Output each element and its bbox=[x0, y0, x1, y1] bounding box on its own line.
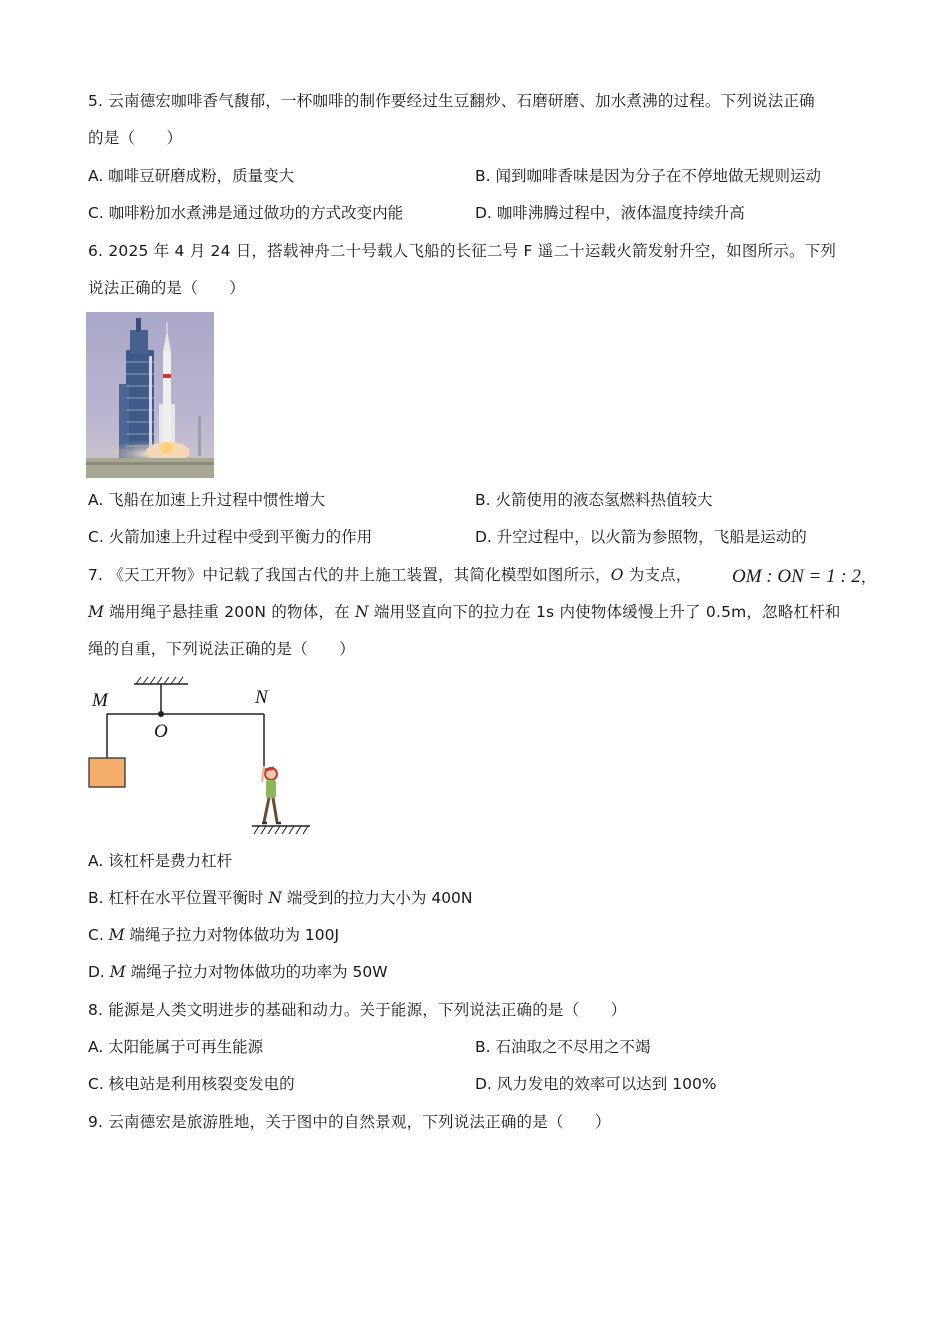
q8-option-b: B. 石油取之不尽用之不竭 bbox=[475, 1038, 651, 1056]
q7-option-b-post: 端受到的拉力大小为 400N bbox=[281, 889, 473, 907]
lever-diagram-svg bbox=[86, 674, 316, 840]
q7-stem-line1 bbox=[88, 565, 692, 585]
q7-stem-line2 bbox=[88, 602, 841, 622]
q7-option-b-pre: B. 杠杆在水平位置平衡时 bbox=[88, 889, 269, 907]
q7-ratio-formula bbox=[732, 566, 876, 588]
label-m: M bbox=[92, 690, 108, 711]
q5-option-c: C. 咖啡粉加水煮沸是通过做功的方式改变内能 bbox=[88, 204, 404, 222]
q7-m-symbol: M bbox=[88, 603, 105, 621]
q8-stem: 8. 能源是人类文明进步的基础和动力。关于能源，下列说法正确的是（ ） bbox=[88, 1001, 627, 1019]
q7-option-b-n: N bbox=[268, 889, 282, 907]
q6-stem-line1: 6. 2025 年 4 月 24 日，搭载神舟二十号载人飞船的长征二号 F 遥二十运载火箭发射升空，如图所示。下列 bbox=[88, 242, 837, 260]
q7-option-c bbox=[88, 925, 339, 945]
q5-option-d: D. 咖啡沸腾过程中，液体温度持续升高 bbox=[475, 204, 745, 222]
q6-option-d: D. 升空过程中，以火箭为参照物，飞船是运动的 bbox=[475, 528, 807, 546]
q7-stem-line3: 绳的自重，下列说法正确的是（ ） bbox=[88, 640, 355, 658]
q7-option-d-post: 端绳子拉力对物体做功的功率为 50W bbox=[125, 963, 388, 981]
q7-option-a: A. 该杠杆是费力杠杆 bbox=[88, 852, 233, 870]
q8-option-a: A. 太阳能属于可再生能源 bbox=[88, 1038, 264, 1056]
q7-option-c-pre: C. bbox=[88, 926, 109, 944]
q8-option-d: D. 风力发电的效率可以达到 100% bbox=[475, 1075, 717, 1093]
q7-stem-line1-text: 7. 《天工开物》中记载了我国古代的井上施工装置，其简化模型如图所示， bbox=[88, 566, 611, 584]
q5-stem-line2: 的是（ ） bbox=[88, 129, 183, 147]
q7-n-symbol: N bbox=[354, 603, 369, 621]
hanging-block bbox=[89, 758, 125, 787]
q6-stem-line2: 说法正确的是（ ） bbox=[88, 279, 246, 297]
q5-stem-line1: 5. 云南德宏咖啡香气馥郁，一杯咖啡的制作要经过生豆翻炒、石磨研磨、加水煮沸的过程。下列说法正确 bbox=[88, 92, 815, 110]
q7-stem-line2-text-b: 端用竖直向下的拉力在 1s 内使物体缓慢上升了 0.5m，忽略杠杆和 bbox=[368, 603, 841, 621]
q7-option-b bbox=[88, 888, 473, 908]
lever-diagram bbox=[86, 674, 316, 840]
ground-hatch bbox=[254, 826, 308, 834]
rocket-launch-illustration bbox=[86, 312, 214, 478]
q7-ratio-text: OM : ON = 1 : 2 bbox=[732, 566, 861, 587]
person-figure bbox=[262, 766, 281, 823]
q5-option-a: A. 咖啡豆研磨成粉，质量变大 bbox=[88, 167, 295, 185]
q7-option-c-post: 端绳子拉力对物体做功为 100J bbox=[124, 926, 340, 944]
label-o: O bbox=[154, 721, 168, 742]
q8-option-c: C. 核电站是利用核裂变发电的 bbox=[88, 1075, 295, 1093]
q7-ratio-comma: ， bbox=[860, 568, 877, 586]
q6-option-c: C. 火箭加速上升过程中受到平衡力的作用 bbox=[88, 528, 373, 546]
ceiling-hatch bbox=[136, 677, 183, 684]
q7-option-d bbox=[88, 962, 388, 982]
q7-pivot-symbol: O bbox=[610, 566, 624, 584]
q7-stem-line1-text-b: 为支点， bbox=[623, 566, 692, 584]
q7-stem-line2-text: 端用绳子悬挂重 200N 的物体，在 bbox=[104, 603, 355, 621]
q7-option-c-m: M bbox=[108, 926, 125, 944]
q5-option-b: B. 闻到咖啡香味是因为分子在不停地做无规则运动 bbox=[475, 167, 821, 185]
q6-option-b: B. 火箭使用的液态氢燃料热值较大 bbox=[475, 491, 713, 509]
rocket-launch-photo bbox=[86, 312, 214, 478]
q6-option-a: A. 飞船在加速上升过程中惯性增大 bbox=[88, 491, 326, 509]
q7-option-d-pre: D. bbox=[88, 963, 110, 981]
q7-option-d-m: M bbox=[109, 963, 126, 981]
pivot-point bbox=[158, 711, 164, 717]
q9-stem: 9. 云南德宏是旅游胜地，关于图中的自然景观，下列说法正确的是（ ） bbox=[88, 1113, 611, 1131]
label-n: N bbox=[255, 687, 268, 708]
